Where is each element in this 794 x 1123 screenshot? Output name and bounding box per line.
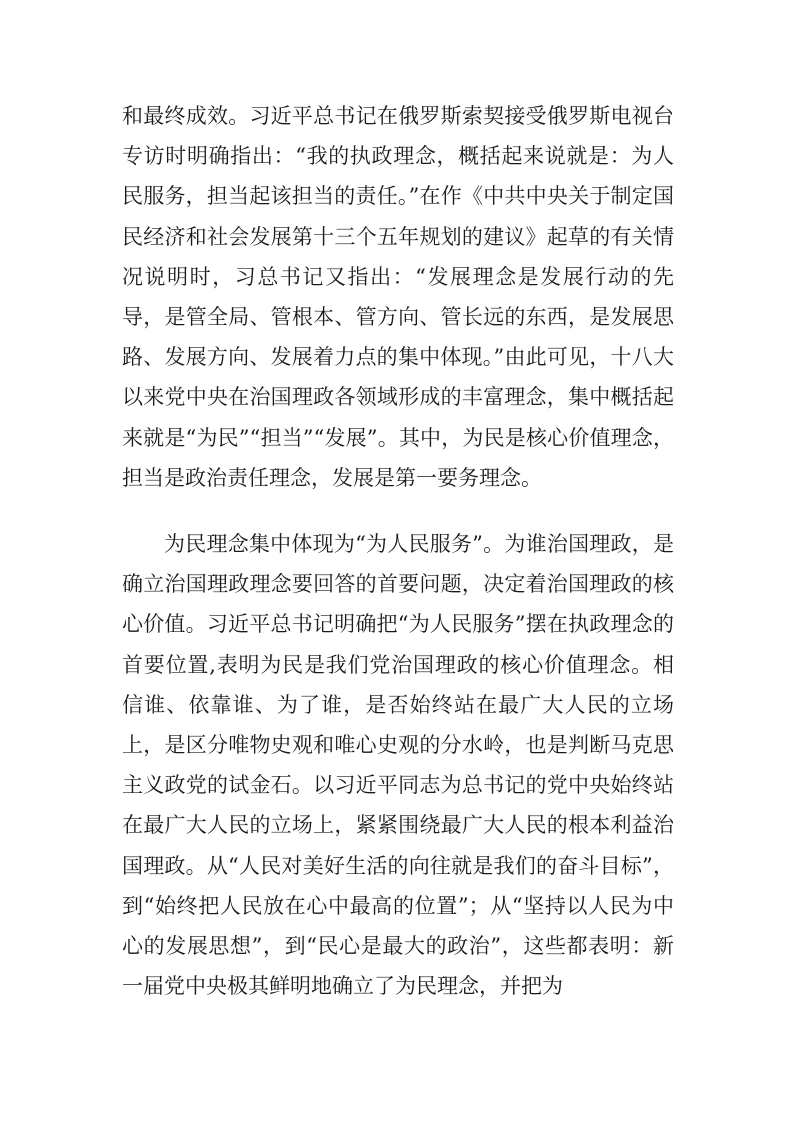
paragraph-2: 为民理念集中体现为“为人民服务”。为谁治国理政，是确立治国理政理念要回答的首要问题，决定着治国理政的核心价值。习近平总书记明确把“为人民服务”摆在执政理念的首要位置,表明为民是我们党治国理政的核心价值理念。相信谁、依靠谁、为了谁，是否始终站在最广大人民的立场上，是区分唯物史观和唯心史观的分水岭，也是判断马克思主义政党的试金石。以习近平同志为总书记的党中央始终站在最广大人民的立场上，紧紧围绕最广大人民的根本利益治国理政。从“人民对美好生活的向往就是我们的奋斗目标”，到“始终把人民放在心中最高的位置”；从“坚持以人民为中心的发展思想”，到“民心是最大的政治”，这些都表明：新一届党中央极其鲜明地确立了为民理念，并把为	[122, 532, 674, 999]
paragraph-1: 和最终成效。习近平总书记在俄罗斯索契接受俄罗斯电视台专访时明确指出：“我的执政理念，概括起来说就是：为人民服务，担当起该担当的责任。”在作《中共中央关于制定国民经济和社会发展第十三个五年规划的建议》起草的有关情况说明时，习总书记又指出：“发展理念是发展行动的先导，是管全局、管根本、管方向、管长远的东西，是发展思路、发展方向、发展着力点的集中体现。”由此可见，十八大以来党中央在治国理政各领域形成的丰富理念，集中概括起来就是“为民”“担当”“发展”。其中，为民是核心价值理念，担当是政治责任理念，发展是第一要务理念。	[122, 104, 674, 490]
